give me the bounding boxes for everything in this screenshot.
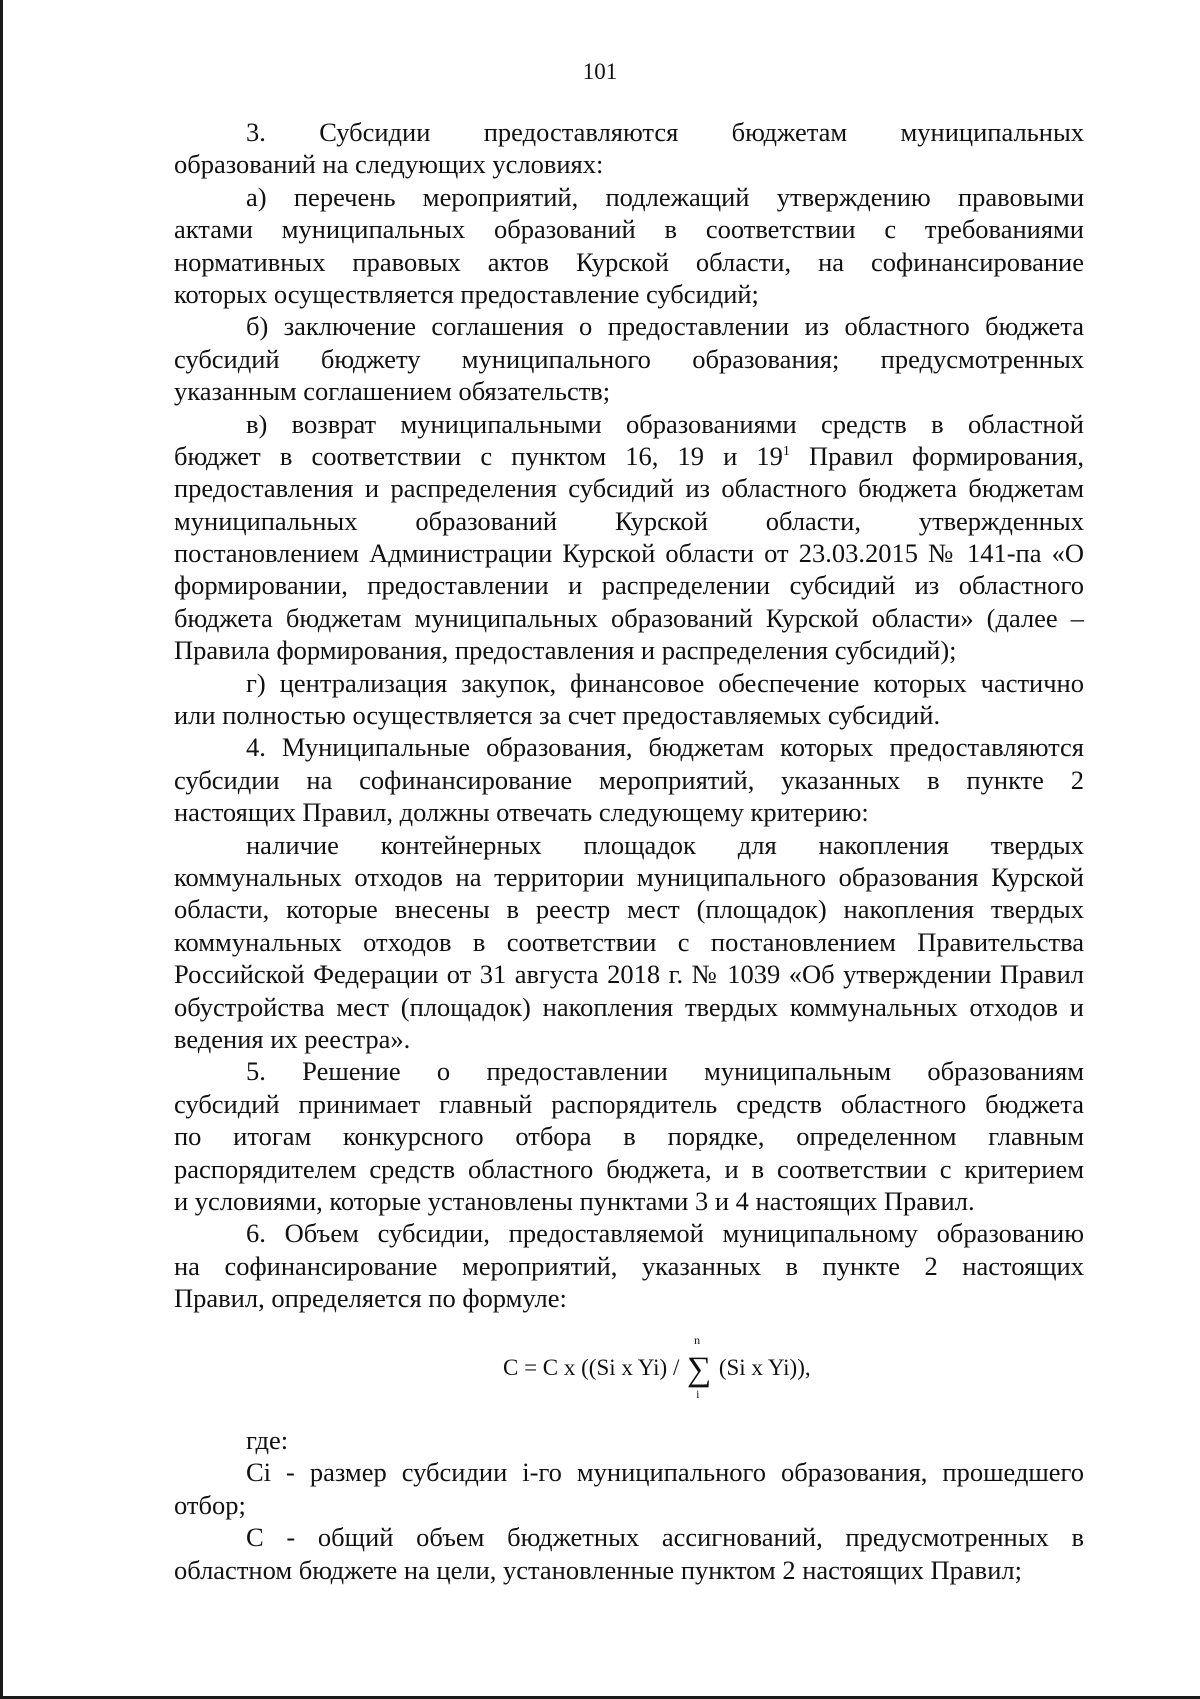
summation-sign (685, 1333, 713, 1401)
clause-3g-line: или полностью осуществляется за счет предоставляемых субсидий. (174, 700, 941, 731)
formula-left: С = С х ((Si x Yi) / (503, 1355, 680, 1380)
clause-4-line: 4. Муниципальные образования, бюджетам которых предоставляются (246, 732, 1084, 763)
clause-3a-line: а) перечень мероприятий, подлежащий утверждению правовыми (246, 181, 1084, 212)
clause-3v-text: бюджет в соответствии с пунктом 16, 19 и 19 (174, 440, 783, 471)
definition-c-line: С - общий объем бюджетных ассигнований, предусмотренных в (246, 1522, 1084, 1553)
clause-3b-line: субсидий бюджету муниципального образования; предусмотренных (174, 343, 1084, 374)
criterion-line: области, которые внесены в реестр мест (площадок) накопления твердых (174, 894, 1084, 925)
clause-3v-line: предоставления и распределения субсидий из областного бюджета бюджетам (174, 473, 1084, 504)
clause-5-line: субсидий принимает главный распорядитель средств областного бюджета (174, 1088, 1084, 1119)
criterion-line: наличие контейнерных площадок для накопления твердых (246, 829, 1084, 860)
clause-3-line: образований на следующих условиях: (174, 149, 604, 180)
clause-6-line: Правил, определяется по формуле: (174, 1283, 567, 1314)
clause-5-line: и условиями, которые установлены пунктами 3 и 4 настоящих Правил. (174, 1185, 975, 1216)
criterion-line: обустройства мест (площадок) накопления твердых коммунальных отходов и (174, 991, 1084, 1022)
clause-3v-line (174, 440, 1084, 472)
formula-right: (Si x Yi)), (718, 1355, 811, 1380)
where-label: где: (246, 1425, 289, 1455)
clause-3v-line: постановлением Администрации Курской области от 23.03.2015 № 141-па «О (174, 538, 1084, 569)
superscript: 1 (782, 444, 790, 460)
clause-3a-line: актами муниципальных образований в соответствии с требованиями (174, 214, 1084, 245)
clause-6-line: на софинансирование мероприятий, указанных в пункте 2 настоящих (174, 1250, 1084, 1281)
criterion-line: Российской Федерации от 31 августа 2018 г. № 1039 «Об утверждении Правил (174, 959, 1084, 990)
sum-lower-limit: i (696, 1387, 700, 1401)
clause-3v-line: формировании, предоставлении и распределении субсидий из областного (174, 570, 1084, 601)
clause-3a-line: нормативных правовых актов Курской области, на софинансирование (174, 246, 1084, 277)
clause-5-line: 5. Решение о предоставлении муниципальным образованиям (246, 1056, 1084, 1087)
clause-3v-text: Правил формирования, (809, 440, 1085, 471)
criterion-line: ведения их реестра». (174, 1023, 411, 1054)
clause-3v-line: муниципальных образований Курской области, утвержденных (174, 505, 1084, 536)
page-number: 101 (582, 59, 618, 84)
clause-4-line: субсидии на софинансирование мероприятий, указанных в пункте 2 (174, 764, 1084, 795)
clause-6-line: 6. Объем субсидии, предоставляемой муниципальному образованию (246, 1218, 1084, 1249)
clause-5-line: распорядителем средств областного бюджета, и в соответствии с критерием (174, 1153, 1084, 1184)
definitions (174, 1424, 1084, 1586)
definition-ci-line: Сi - размер субсидии i-го муниципального образования, прошедшего (246, 1457, 1084, 1488)
clause-3-line: 3. Субсидии предоставляются бюджетам муниципальных (246, 117, 1084, 147)
clause-3v-line: в) возврат муниципальными образованиями средств в областной (246, 408, 1084, 439)
definition-c-line: областном бюджете на цели, установленные пунктом 2 настоящих Правил; (174, 1554, 1022, 1585)
document-body (174, 116, 1084, 1314)
clause-3b-line: б) заключение соглашения о предоставлении из областного бюджета (246, 311, 1084, 342)
subsidy-formula (503, 1333, 903, 1401)
sigma-symbol: ∑ (686, 1351, 712, 1388)
clause-4-line: настоящих Правил, должны отвечать следующему критерию: (174, 797, 869, 828)
definition-ci-line: отбор; (174, 1489, 246, 1520)
sum-upper-limit: n (694, 1333, 701, 1347)
clause-3g-line: г) централизация закупок, финансовое обеспечение которых частично (246, 667, 1084, 698)
criterion-line: коммунальных отходов на территории муниципального образования Курской (174, 861, 1084, 892)
criterion-line: коммунальных отходов в соответствии с постановлением Правительства (174, 926, 1084, 957)
clause-3b-line: указанным соглашением обязательств; (174, 376, 611, 407)
clause-5-line: по итогам конкурсного отбора в порядке, определенном главным (174, 1121, 1084, 1152)
clause-3v-line: Правила формирования, предоставления и распределения субсидий); (174, 635, 957, 666)
clause-3a-line: которых осуществляется предоставление субсидий; (174, 278, 759, 309)
clause-3v-line: бюджета бюджетам муниципальных образований Курской области» (далее – (174, 602, 1084, 633)
scan-left-edge (0, 0, 3, 1699)
